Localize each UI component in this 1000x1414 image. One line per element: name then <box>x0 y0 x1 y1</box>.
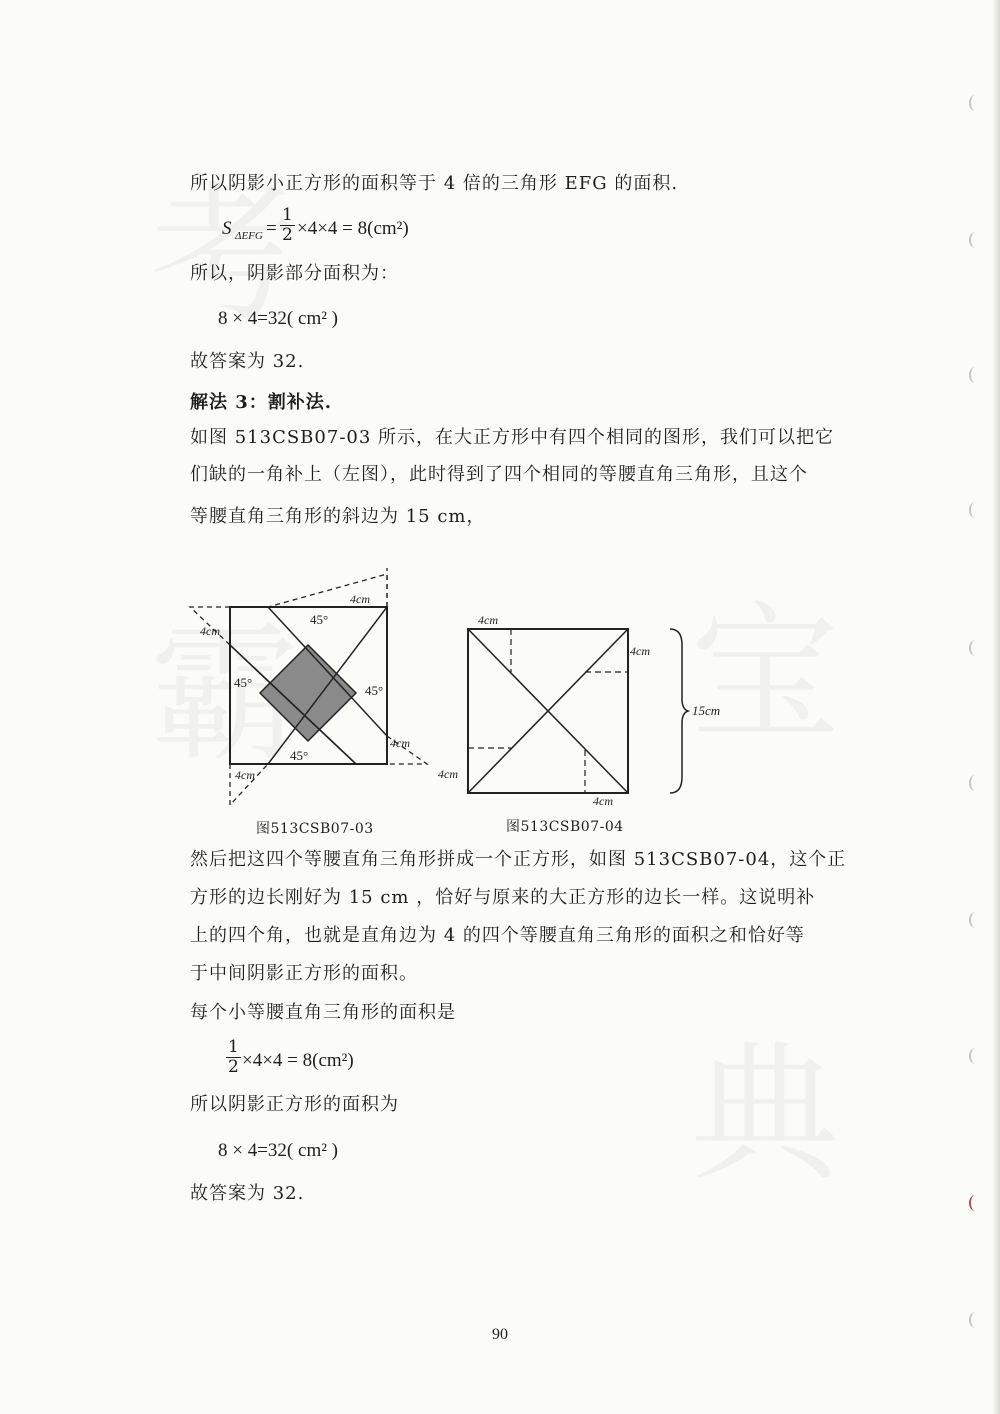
binder-mark <box>969 1195 981 1211</box>
length-label: 4cm <box>235 768 255 782</box>
paragraph: 方形的边长刚好为 15 cm ，恰好与原来的大正方形的边长一样。这说明补 <box>190 887 816 908</box>
fraction-denominator: 2 <box>282 225 293 245</box>
formula-symbol: S <box>222 218 232 239</box>
paragraph: 然后把这四个等腰直角三角形拼成一个正方形，如图 513CSB07-04，这个正 <box>190 849 847 870</box>
paragraph: 上的四个角，也就是直角边为 4 的四个等腰直角三角形的面积之和恰好等 <box>190 925 805 946</box>
length-label: 4cm <box>478 613 498 627</box>
length-label: 4cm <box>200 624 220 638</box>
formula-rhs: ×4×4 = 8(cm²) <box>242 1050 354 1071</box>
length-label: 4cm <box>630 644 650 658</box>
formula-subscript: ΔEFG <box>235 230 263 242</box>
page-edge <box>992 0 1000 1414</box>
angle-label: 45° <box>310 612 329 627</box>
fraction-denominator: 2 <box>228 1057 239 1077</box>
binder-mark <box>969 502 981 518</box>
formula-rhs: ×4×4 = 8(cm²) <box>297 218 409 239</box>
length-label: 4cm <box>350 592 370 606</box>
fraction-numerator: 1 <box>228 1037 239 1057</box>
paragraph: 每个小等腰直角三角形的面积是 <box>190 1002 456 1023</box>
shaded-square <box>260 645 356 741</box>
binder-mark <box>969 232 981 248</box>
page-number: 90 <box>492 1326 508 1343</box>
paragraph: 等腰直角三角形的斜边为 15 cm， <box>190 506 486 527</box>
figure-513csb07-04 <box>430 605 750 815</box>
paragraph: 如图 513CSB07-03 所示，在大正方形中有四个相同的图形，我们可以把它 <box>190 427 835 448</box>
angle-label: 45° <box>290 748 309 763</box>
fraction-numerator: 1 <box>282 205 293 225</box>
length-label: 4cm <box>390 736 410 750</box>
binder-mark <box>969 775 981 791</box>
fraction-half <box>280 206 295 245</box>
formula-total: 8 × 4=32( cm² ) <box>218 1140 338 1161</box>
paragraph: 所以阴影正方形的面积为 <box>190 1094 399 1115</box>
figure-caption: 图513CSB07-03 <box>256 821 374 837</box>
formula-total: 8 × 4=32( cm² ) <box>218 308 338 329</box>
paragraph: 于中间阴影正方形的面积。 <box>190 963 418 984</box>
figure-caption: 图513CSB07-04 <box>506 819 624 835</box>
paragraph: 故答案为 32. <box>190 1183 305 1204</box>
figure-513csb07-03 <box>180 560 440 810</box>
binder-mark <box>969 1048 981 1064</box>
angle-label: 45° <box>365 683 384 698</box>
length-label: 4cm <box>438 767 458 781</box>
length-label: 4cm <box>593 794 613 808</box>
side-length-label: 15cm <box>692 703 721 718</box>
formula-equals: = <box>266 218 277 239</box>
binder-mark <box>969 95 981 111</box>
binder-mark <box>969 367 981 383</box>
watermark-char <box>690 1040 840 1190</box>
binder-mark <box>969 640 981 656</box>
angle-label: 45° <box>234 675 253 690</box>
section-heading: 解法 3：割补法. <box>190 392 333 413</box>
binder-mark <box>969 912 981 928</box>
paragraph: 故答案为 32. <box>190 351 305 372</box>
paragraph: 所以，阴影部分面积为： <box>190 263 399 284</box>
paragraph: 们缺的一角补上（左图），此时得到了四个相同的等腰直角三角形，且这个 <box>190 464 808 485</box>
side-brace <box>670 629 688 793</box>
paragraph: 所以阴影小正方形的面积等于 4 倍的三角形 EFG 的面积. <box>190 173 679 194</box>
fraction-half <box>226 1038 241 1077</box>
